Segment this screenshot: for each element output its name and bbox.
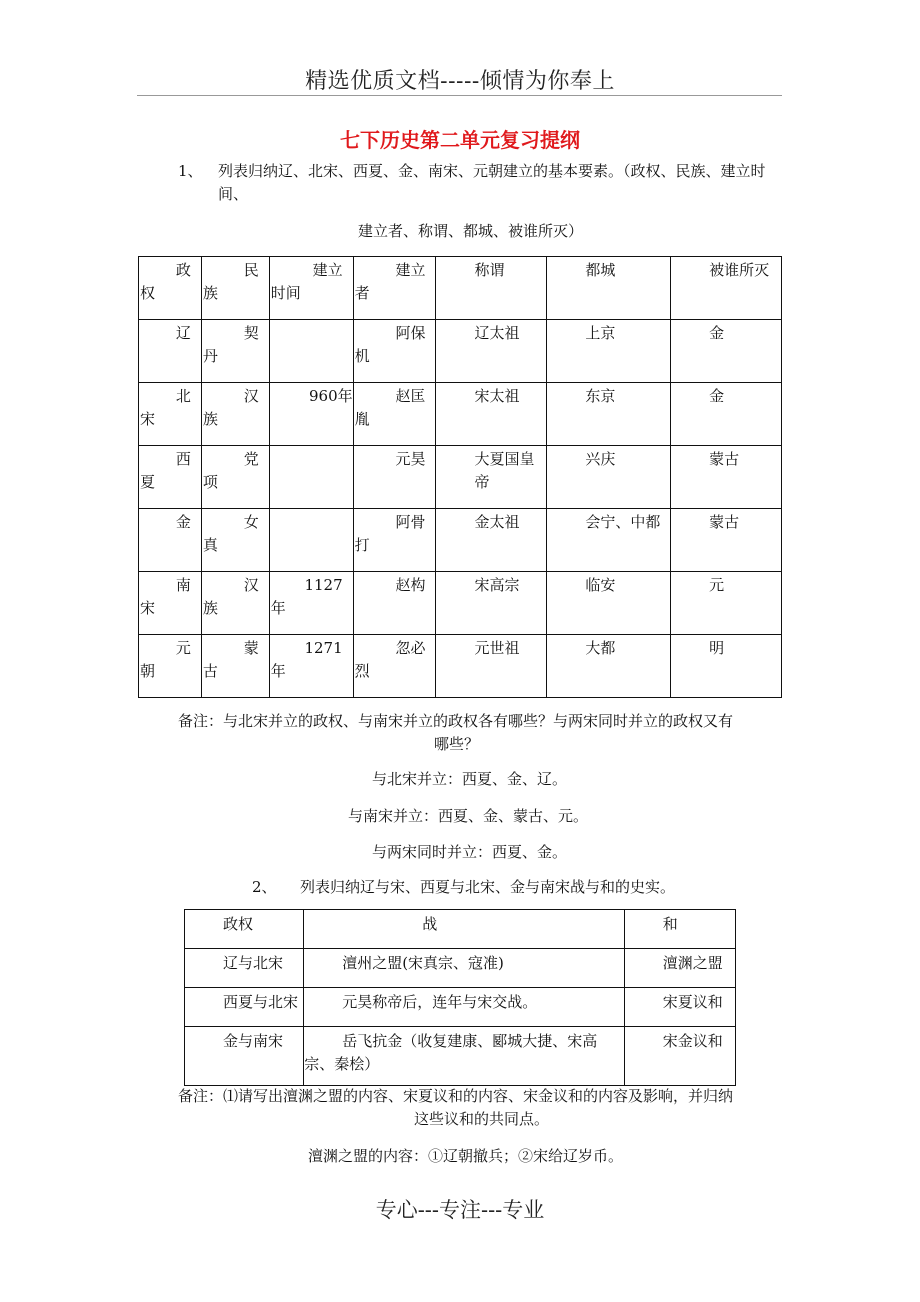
note2-line2: 这些议和的共同点。 (414, 1110, 550, 1128)
header-cell: 民 族 (201, 257, 269, 320)
q2-text: 列表归纳辽与宋、西夏与北宋、金与南宋战与和的史实。 (300, 878, 676, 896)
q1-text: 列表归纳辽、北宋、西夏、金、南宋、元朝建立的基本要素。（政权、民族、建立时间、 (218, 162, 766, 203)
note1-answer-2: 与南宋并立：西夏、金、蒙古、元。 (348, 807, 589, 825)
header-cell: 建立 者 (353, 257, 436, 320)
q1-number: 1、 (178, 162, 203, 180)
header-cell: 建立 时间 (269, 257, 353, 320)
header-cell: 政 权 (139, 257, 202, 320)
war-peace-table (184, 909, 736, 1086)
header-cell: 被谁所灭 (671, 257, 782, 320)
header-cell: 政权 (223, 915, 254, 933)
header-cell: 战 (422, 915, 438, 933)
table-row: 金与南宋 岳飞抗金（收复建康、郾城大捷、宋高 宗、秦桧） 宋金议和 (185, 1027, 736, 1086)
note2-line1: 备注：⑴请写出澶渊之盟的内容、宋夏议和的内容、宋金议和的内容及影响，并归纳 (178, 1087, 734, 1105)
header-cell: 称谓 (436, 257, 547, 320)
regimes-table (138, 256, 782, 698)
table-row: 元 朝 蒙 古 1271 年 忽必 烈 元世祖 大都 明 (139, 635, 782, 698)
table-row: 西 夏 党 项 元昊 大夏国皇帝 兴庆 蒙古 (139, 446, 782, 509)
table-row: 南 宋 汉 族 1127 年 赵构 宋高宗 临安 元 (139, 572, 782, 635)
table-header-row (185, 910, 736, 949)
table-row: 北 宋 汉 族 960年 赵匡 胤 宋太祖 东京 金 (139, 383, 782, 446)
page-footer: 专心---专注---专业 (375, 1198, 545, 1222)
header-cell: 和 (662, 915, 678, 933)
note1-question-line2: 哪些？ (434, 735, 480, 753)
table-row: 辽与北宋 澶州之盟(宋真宗、寇准) 澶渊之盟 (185, 949, 736, 988)
header-divider (137, 95, 782, 96)
note2-answer: 澶渊之盟的内容：①辽朝撤兵；②宋给辽岁币。 (308, 1147, 624, 1165)
q2-number: 2、 (252, 878, 277, 896)
note1-question-line1: 备注：与北宋并立的政权、与南宋并立的政权各有哪些？与两宋同时并立的政权又有 (178, 712, 734, 730)
header-cell: 都城 (547, 257, 671, 320)
note1-answer-3: 与两宋同时并立：西夏、金。 (372, 843, 568, 861)
q1-text-line2: 建立者、称谓、都城、被谁所灭） (358, 222, 584, 240)
table-row: 辽 契 丹 阿保 机 辽太祖 上京 金 (139, 320, 782, 383)
table-header-row (139, 257, 782, 320)
table-row: 西夏与北宋 元昊称帝后，连年与宋交战。 宋夏议和 (185, 988, 736, 1027)
document-title: 七下历史第二单元复习提纲 (340, 128, 580, 152)
page-header: 精选优质文档-----倾情为你奉上 (305, 69, 615, 94)
q1-text-line1 (218, 160, 788, 206)
note1-answer-1: 与北宋并立：西夏、金、辽。 (372, 770, 568, 788)
table-row: 金 女 真 阿骨 打 金太祖 会宁、中都 蒙古 (139, 509, 782, 572)
